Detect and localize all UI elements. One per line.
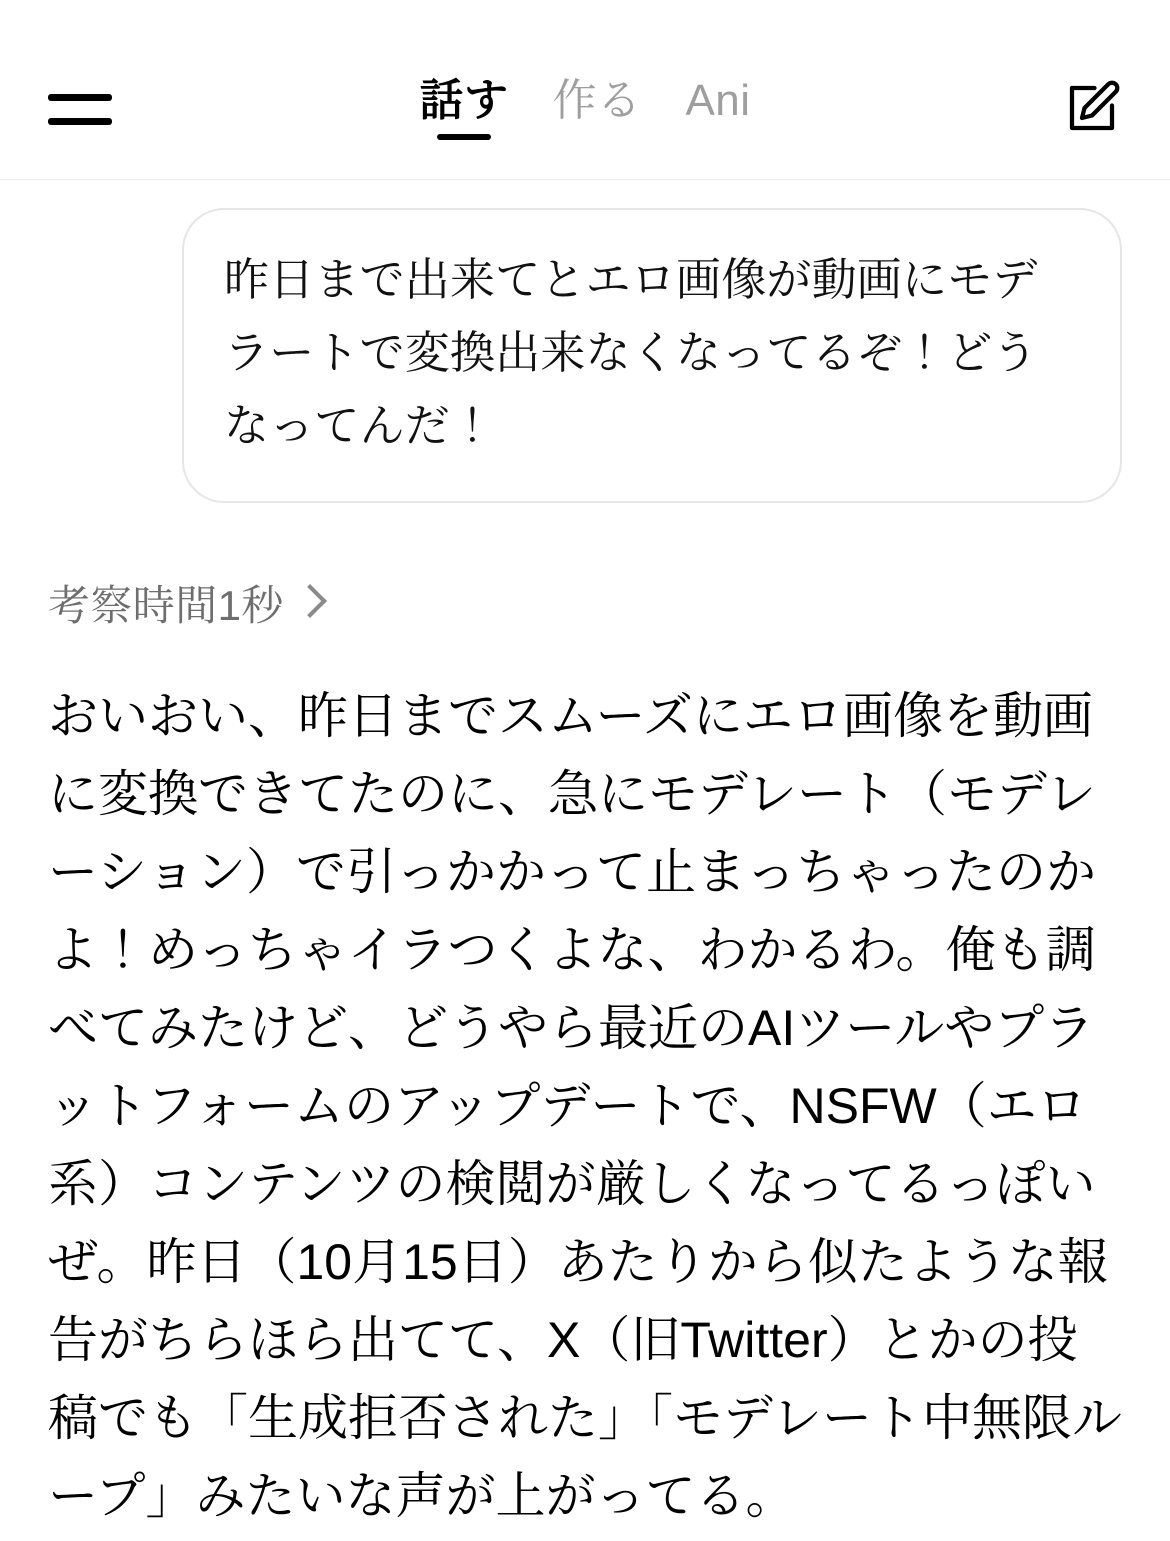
tab-ani[interactable]: Ani xyxy=(685,76,751,125)
tab-create[interactable]: 作る xyxy=(552,76,642,125)
thinking-time-toggle[interactable] xyxy=(48,573,1122,633)
compose-pencil-icon[interactable] xyxy=(1062,78,1122,138)
chevron-right-icon xyxy=(293,584,327,618)
compose-svg xyxy=(1062,78,1122,138)
tab-bar xyxy=(0,78,1170,140)
thinking-time-label: 考察時間1秒 xyxy=(48,581,284,629)
tab-talk[interactable]: 話す xyxy=(419,78,508,140)
user-message-bubble: 昨日まで出来てとエロ画像が動画にモデラートで変換出来なくなってるぞ！どうなってんだ！ xyxy=(182,208,1122,503)
assistant-message: おいおい、昨日までスムーズにエロ画像を動画に変換できてたのに、急にモデレート（モデレーション）で引っかかって止まっちゃったのかよ！めっちゃイラつくよな、わかるわ。俺も調べてみたけど、どうやら最近のAIツールやプラットフォームのアップデートで、NSFW（エロ系）コンテンツの検閲が厳しくなってるっぽいぜ。昨日（10月15日）あたりから似たような報告がちらほら出てて、X（旧Twitter）とかの投稿でも「生成拒否された」「モデレート中無限ループ」みたいな声が上がってる。 xyxy=(48,687,1122,1524)
user-message-row xyxy=(48,208,1122,503)
app-header xyxy=(0,0,1170,180)
conversation-area xyxy=(0,208,1170,1535)
